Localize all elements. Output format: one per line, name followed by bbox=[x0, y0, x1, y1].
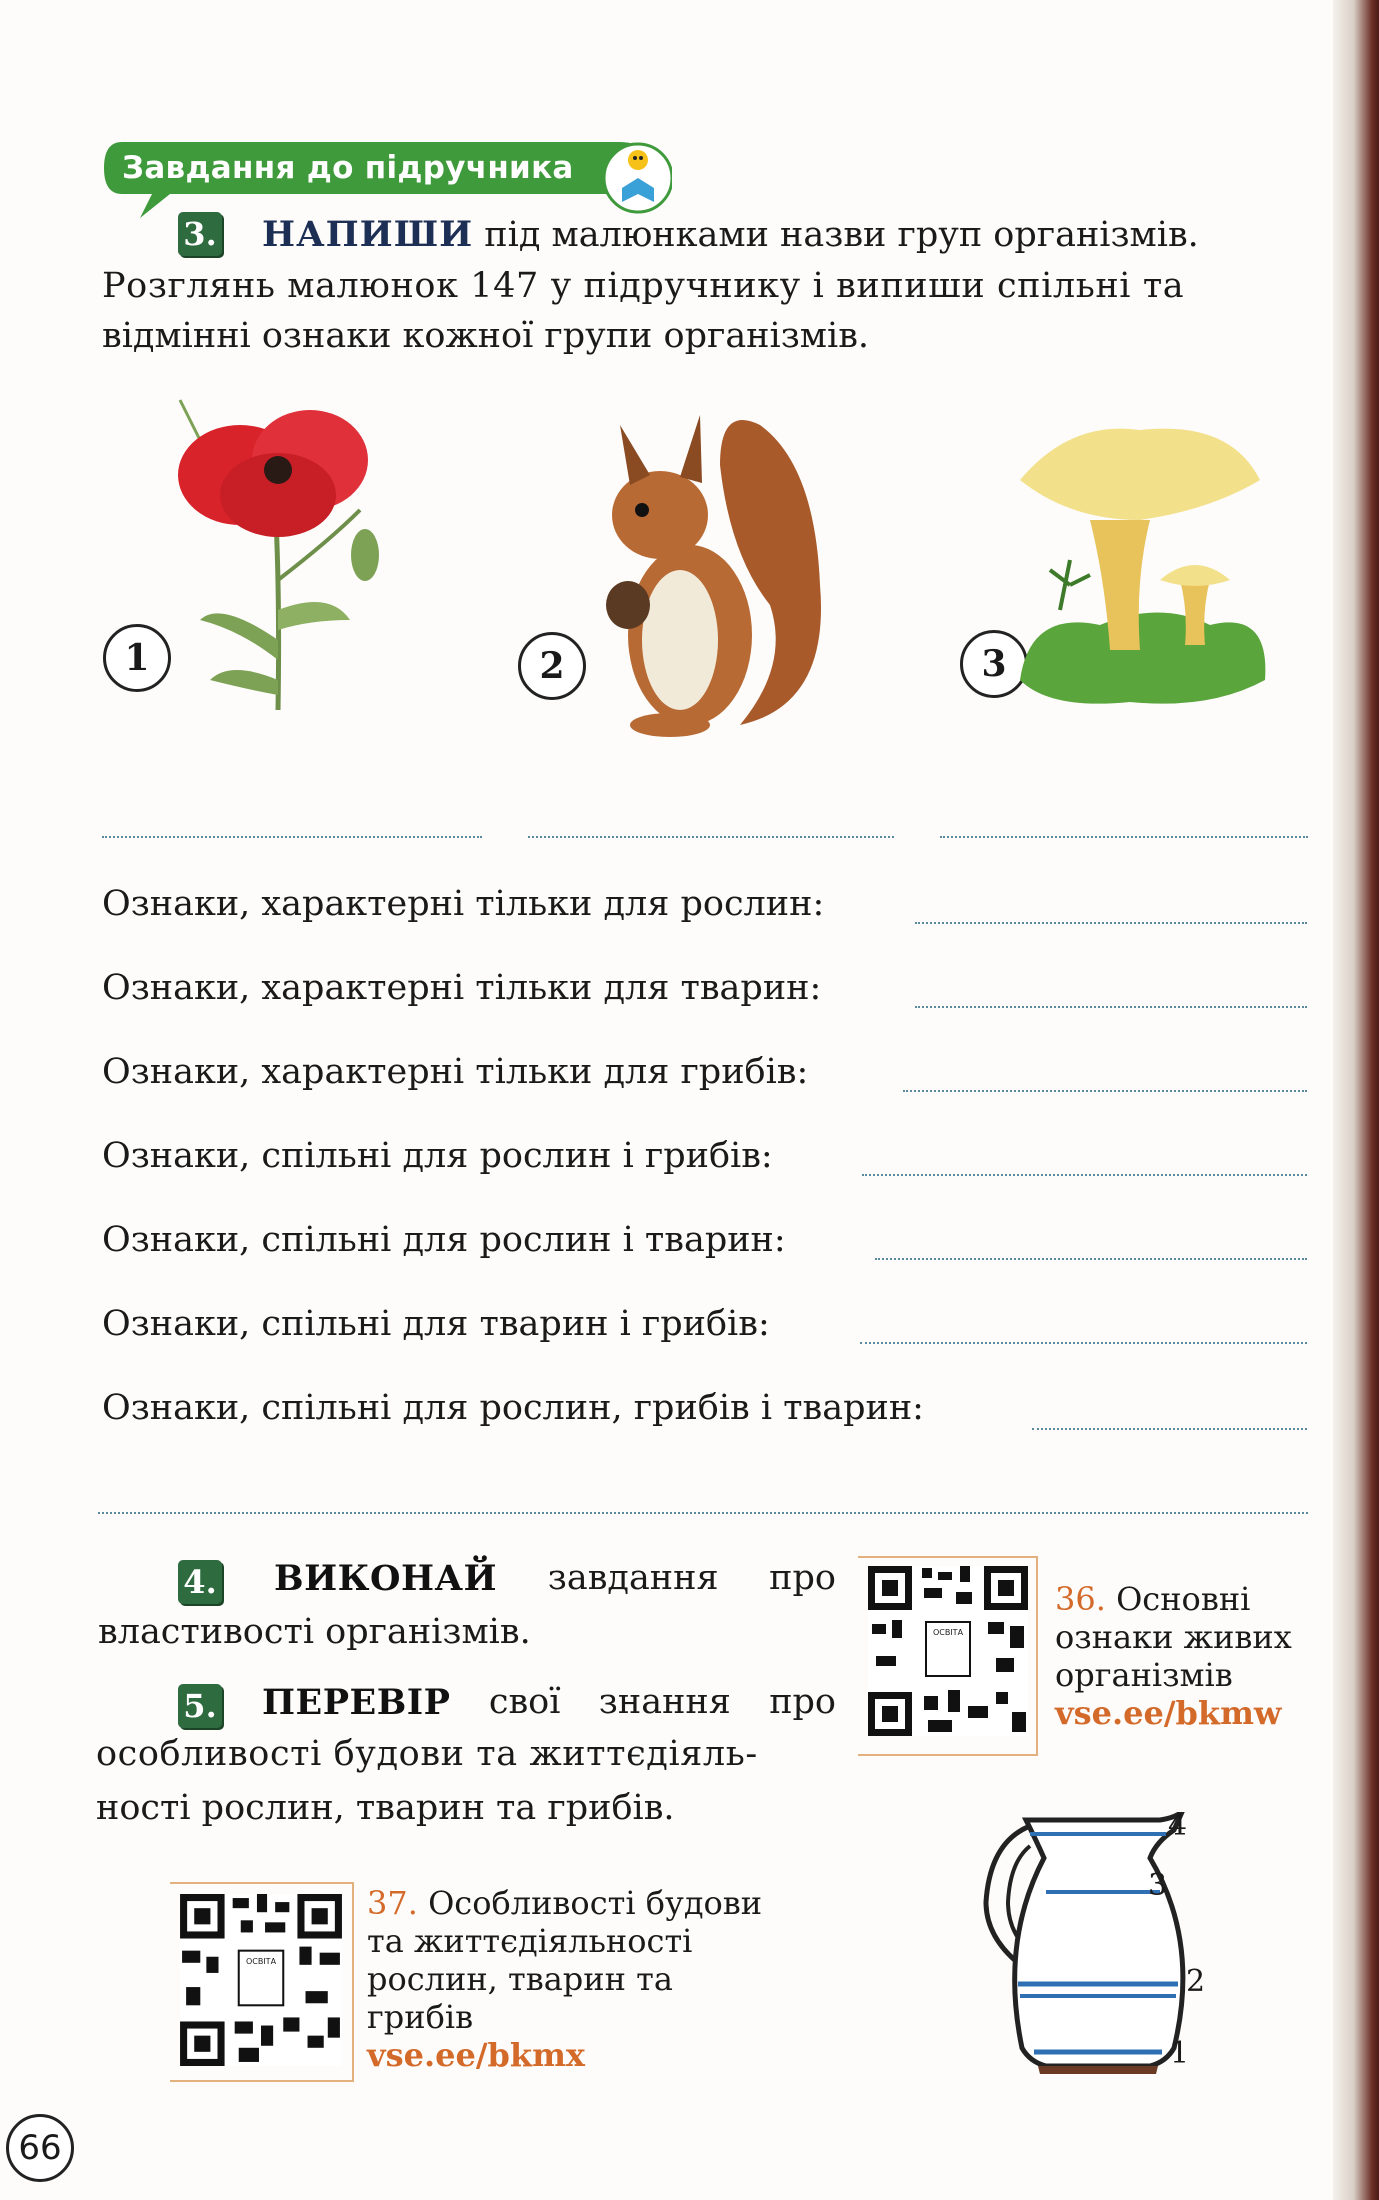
task-number-4: 4. bbox=[178, 1560, 222, 1604]
poppy-flower-icon bbox=[160, 390, 390, 720]
feature-answer-line-fungi[interactable] bbox=[903, 1090, 1307, 1092]
answer-line-3[interactable] bbox=[940, 836, 1308, 838]
feature-row-all bbox=[102, 1388, 924, 1438]
picture-number-3: 3 bbox=[960, 630, 1028, 698]
resource-36-link[interactable]: vse.ee/bkmw bbox=[1055, 1694, 1282, 1732]
task4-line1 bbox=[274, 1554, 836, 1603]
feature-label: Ознаки, спільні для рослин, грибів і тварин: bbox=[102, 1388, 924, 1428]
resource-36-number: 36. bbox=[1055, 1580, 1106, 1618]
feature-answer-line-animals-fungi[interactable] bbox=[860, 1342, 1307, 1344]
resource-37-number: 37. bbox=[367, 1884, 418, 1922]
feature-row-plants-animals bbox=[102, 1220, 786, 1270]
jug-label-1: 1 bbox=[1170, 2036, 1190, 2071]
qr-code-36-icon[interactable] bbox=[868, 1566, 1028, 1736]
resource-37-link[interactable]: vse.ee/bkmx bbox=[367, 2036, 585, 2074]
task5-line3: ності рослин, тварин та грибів. bbox=[96, 1788, 675, 1828]
answer-line-1[interactable] bbox=[102, 836, 482, 838]
resource-37-line4: грибів bbox=[367, 1998, 474, 2036]
squirrel-icon bbox=[590, 405, 830, 740]
page-edge bbox=[1333, 0, 1379, 2200]
task3-line1 bbox=[262, 210, 1199, 260]
feature-label: Ознаки, спільні для рослин і тварин: bbox=[102, 1220, 786, 1260]
feature-label: Ознаки, характерні тільки для рослин: bbox=[102, 884, 825, 924]
feature-label: Ознаки, спільні для тварин і грибів: bbox=[102, 1304, 770, 1344]
feature-answer-line-plants-fungi[interactable] bbox=[862, 1174, 1307, 1176]
feature-label: Ознаки, характерні тільки для грибів: bbox=[102, 1052, 809, 1092]
feature-label: Ознаки, характерні тільки для тварин: bbox=[102, 968, 822, 1008]
task4-line2: властивості організмів. bbox=[98, 1612, 531, 1652]
task5-rest-c: про bbox=[769, 1682, 836, 1722]
feature-row-fungi bbox=[102, 1052, 808, 1102]
feature-row-plants bbox=[102, 884, 824, 934]
feature-row-animals-fungi bbox=[102, 1304, 770, 1354]
qr-code-37-icon[interactable] bbox=[180, 1894, 342, 2066]
jug-label-4: 4 bbox=[1168, 1808, 1188, 1843]
answer-line-extra[interactable] bbox=[98, 1512, 1308, 1514]
feature-answer-line-plants-animals[interactable] bbox=[875, 1258, 1307, 1260]
resource-37-caption bbox=[367, 1884, 762, 2074]
resource-36-line2: ознаки живих bbox=[1055, 1618, 1292, 1656]
page-number: 66 bbox=[6, 2114, 74, 2182]
resource-36-line1: Основні bbox=[1116, 1580, 1251, 1618]
task5-keyword: ПЕРЕВІР bbox=[262, 1682, 451, 1723]
resource-37-line3: рослин, тварин та bbox=[367, 1960, 673, 1998]
jug-label-2: 2 bbox=[1186, 1964, 1206, 1999]
resource-37-line2: та життєдіяльності bbox=[367, 1922, 693, 1960]
feature-label: Ознаки, спільні для рослин і грибів: bbox=[102, 1136, 773, 1176]
task5-line2: особливості будови та життєдіяль- bbox=[96, 1734, 758, 1774]
feature-row-animals bbox=[102, 968, 821, 1018]
feature-answer-line-all[interactable] bbox=[1032, 1428, 1307, 1430]
answer-line-2[interactable] bbox=[528, 836, 894, 838]
task3-keyword: НАПИШИ bbox=[262, 214, 474, 255]
jug-label-3: 3 bbox=[1148, 1868, 1168, 1903]
feature-answer-line-plants[interactable] bbox=[915, 922, 1307, 924]
task5-line1 bbox=[262, 1678, 836, 1727]
task-number-5: 5. bbox=[178, 1684, 222, 1728]
resource-37-line1: Особливості будови bbox=[428, 1884, 763, 1922]
task4-rest-b: про bbox=[769, 1558, 836, 1598]
task5-rest-a: свої bbox=[488, 1682, 561, 1722]
task3-line2: Розглянь малюнок 147 у підручнику і випиши спільні та bbox=[102, 266, 1185, 306]
task4-rest-a: завдання bbox=[547, 1558, 719, 1598]
measuring-jug-icon bbox=[960, 1812, 1200, 2080]
feature-row-plants-fungi bbox=[102, 1136, 773, 1186]
task4-keyword: ВИКОНАЙ bbox=[274, 1558, 498, 1599]
qr-logo-37: ОСВІТА bbox=[245, 1957, 277, 1966]
banner-title: Завдання до підручника bbox=[122, 150, 574, 186]
chanterelle-mushrooms-icon bbox=[1010, 410, 1275, 710]
feature-answer-line-animals[interactable] bbox=[915, 1006, 1307, 1008]
picture-number-2: 2 bbox=[518, 632, 586, 700]
resource-36-line3: організмів bbox=[1055, 1656, 1233, 1694]
picture-number-1: 1 bbox=[103, 624, 171, 692]
task3-line3: відмінні ознаки кожної групи організмів. bbox=[102, 316, 870, 356]
task5-rest-b: знання bbox=[598, 1682, 731, 1722]
task-number-3: 3. bbox=[178, 212, 222, 256]
qr-logo-36: ОСВІТА bbox=[932, 1628, 964, 1637]
resource-36-caption bbox=[1055, 1580, 1292, 1732]
task3-line1-rest: під малюнками назви груп організмів. bbox=[484, 215, 1199, 255]
